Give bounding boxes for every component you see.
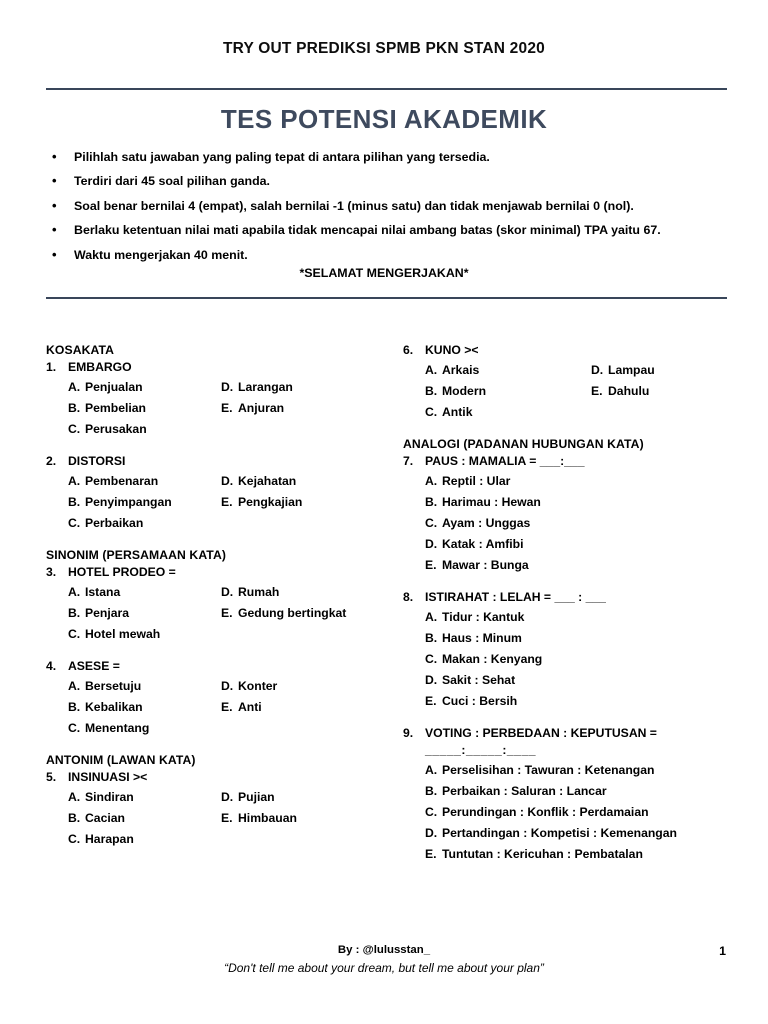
option-letter: C. — [68, 421, 81, 436]
option-letter: A. — [68, 789, 81, 804]
option-c[interactable] — [425, 402, 591, 423]
option-letter: A. — [425, 762, 438, 777]
question-stem — [403, 726, 748, 740]
option-letter: E. — [221, 400, 233, 415]
bullet-icon: • — [52, 173, 57, 189]
option-a[interactable] — [425, 360, 591, 381]
option-b[interactable] — [425, 628, 748, 649]
option-text: Tuntutan : Kericuhan : Pembatalan — [442, 846, 643, 861]
option-e[interactable] — [221, 398, 391, 419]
option-letter: E. — [221, 810, 233, 825]
option-group-right — [221, 676, 391, 739]
question-number: 8. — [403, 589, 414, 604]
option-letter: E. — [221, 605, 233, 620]
option-letter: C. — [425, 515, 438, 530]
option-group-left — [68, 787, 221, 850]
closing-note: *SELAMAT MENGERJAKAN* — [299, 266, 469, 280]
option-grid — [68, 471, 391, 534]
question-column-left — [46, 343, 391, 864]
question-number: 3. — [46, 564, 57, 579]
question-text: VOTING : PERBEDAAN : KEPUTUSAN = — [425, 725, 657, 740]
question-stem — [403, 454, 748, 468]
question-item — [46, 565, 391, 645]
divider-top — [46, 88, 727, 90]
instruction-text: Berlaku ketentuan nilai mati apabila tidak mencapai nilai ambang batas (skor minimal) TPA yaitu 67. — [74, 223, 661, 238]
option-group-left — [68, 471, 221, 534]
question-item — [46, 360, 391, 440]
option-text: Arkais — [442, 363, 480, 377]
question-item — [403, 454, 748, 576]
option-b[interactable] — [68, 808, 221, 829]
answer-blank: ___ : ___ — [554, 589, 606, 604]
option-text: Cacian — [85, 810, 125, 825]
option-group-right — [221, 377, 391, 440]
option-a[interactable] — [68, 582, 221, 603]
option-text: Rumah — [238, 584, 280, 599]
option-b[interactable] — [425, 381, 591, 402]
option-list — [425, 760, 748, 865]
option-group-right — [221, 582, 391, 645]
question-text: DISTORSI — [68, 453, 126, 468]
option-text: Pertandingan : Kompetisi : Kemenangan — [442, 825, 677, 840]
option-text: Penjualan — [85, 380, 143, 394]
option-text: Perbaikan : Saluran : Lancar — [442, 783, 607, 798]
option-d[interactable] — [221, 787, 391, 808]
option-e[interactable] — [425, 844, 748, 865]
option-text: Anjuran — [238, 400, 285, 415]
instruction-item — [46, 199, 736, 214]
option-a[interactable] — [425, 760, 748, 781]
option-text: Lampau — [608, 363, 655, 377]
option-letter: C. — [425, 651, 438, 666]
question-column-right — [403, 343, 748, 879]
option-b[interactable] — [68, 697, 221, 718]
option-a[interactable] — [68, 377, 221, 398]
option-a[interactable] — [68, 471, 221, 492]
option-text: Sakit : Sehat — [442, 672, 516, 687]
instruction-text: Soal benar bernilai 4 (empat), salah bernilai -1 (minus satu) dan tidak menjawab bernilai 0 (nol). — [74, 198, 634, 213]
question-stem — [46, 659, 391, 673]
option-group-right — [591, 360, 748, 423]
question-item — [46, 454, 391, 534]
option-letter: A. — [425, 609, 438, 624]
section-heading: ANTONIM (LAWAN KATA) — [46, 752, 196, 767]
option-text: Perbaikan — [85, 515, 144, 530]
question-stem — [403, 343, 748, 357]
question-item — [46, 770, 391, 850]
bullet-icon: • — [52, 246, 57, 262]
option-text: Katak : Amfibi — [442, 536, 524, 551]
answer-blank-line: _____:_____:____ — [425, 742, 537, 757]
option-letter: D. — [591, 363, 604, 377]
option-letter: C. — [68, 626, 81, 641]
option-b[interactable] — [425, 781, 748, 802]
option-c[interactable] — [68, 513, 221, 534]
instruction-text: Pilihlah satu jawaban yang paling tepat di antara pilihan yang tersedia. — [74, 150, 490, 164]
option-d[interactable] — [221, 582, 391, 603]
option-c[interactable] — [68, 718, 221, 739]
option-letter: B. — [68, 810, 81, 825]
option-text: Perundingan : Konflik : Perdamaian — [442, 804, 649, 819]
option-c[interactable] — [425, 649, 748, 670]
option-c[interactable] — [425, 513, 748, 534]
option-text: Pembelian — [85, 400, 146, 415]
option-grid — [68, 377, 391, 440]
page-title: TES POTENSI AKADEMIK — [220, 104, 548, 134]
option-letter: A. — [68, 678, 81, 693]
option-e[interactable] — [221, 808, 391, 829]
option-letter: E. — [221, 699, 233, 714]
divider-middle — [46, 297, 727, 299]
question-number: 2. — [46, 453, 57, 468]
option-letter: D. — [221, 584, 234, 599]
option-a[interactable] — [425, 607, 748, 628]
option-letter: D. — [221, 380, 234, 394]
option-group-left — [425, 360, 591, 423]
option-text: Cuci : Bersih — [442, 693, 518, 708]
option-d[interactable] — [425, 670, 748, 691]
option-letter: D. — [425, 672, 438, 687]
document-title: TRY OUT PREDIKSI SPMB PKN STAN 2020 — [223, 40, 545, 57]
question-number: 5. — [46, 769, 57, 784]
option-letter: A. — [68, 473, 81, 488]
question-text: EMBARGO — [68, 360, 132, 374]
question-text: KUNO >< — [425, 343, 479, 357]
option-c[interactable] — [425, 802, 748, 823]
question-number: 9. — [403, 725, 414, 740]
question-text: HOTEL PRODEO = — [68, 564, 176, 579]
option-letter: E. — [425, 557, 437, 572]
option-text: Anti — [238, 699, 262, 714]
option-letter: D. — [425, 825, 438, 840]
instruction-item — [46, 150, 736, 165]
option-letter: B. — [425, 783, 438, 798]
option-letter: B. — [425, 494, 438, 509]
option-group-left — [68, 676, 221, 739]
option-letter: E. — [591, 383, 603, 398]
option-letter: E. — [425, 693, 437, 708]
option-d[interactable] — [591, 360, 748, 381]
option-d[interactable] — [425, 823, 748, 844]
option-letter: B. — [68, 605, 81, 620]
instruction-item — [46, 223, 736, 238]
section-heading: KOSAKATA — [46, 343, 115, 357]
option-text: Ayam : Unggas — [442, 515, 531, 530]
option-grid — [68, 787, 391, 850]
option-text: Konter — [238, 678, 278, 693]
option-letter: C. — [68, 831, 81, 846]
option-d[interactable] — [221, 676, 391, 697]
option-letter: B. — [68, 699, 81, 714]
option-c[interactable] — [68, 624, 221, 645]
question-number: 4. — [46, 658, 57, 673]
option-text: Tidur : Kantuk — [442, 609, 525, 624]
option-text: Kejahatan — [238, 473, 297, 488]
option-letter: B. — [68, 400, 81, 415]
bullet-icon: • — [52, 149, 57, 164]
question-stem — [403, 590, 748, 604]
option-e[interactable] — [591, 381, 748, 402]
option-text: Harimau : Hewan — [442, 494, 541, 509]
option-text: Haus : Minum — [442, 630, 522, 645]
option-text: Gedung bertingkat — [238, 605, 347, 620]
option-list — [425, 471, 748, 576]
option-group-left — [68, 582, 221, 645]
option-letter: A. — [425, 363, 438, 377]
option-d[interactable] — [221, 471, 391, 492]
option-group-right — [221, 471, 391, 534]
option-text: Perusakan — [85, 421, 147, 436]
question-stem — [46, 565, 391, 579]
option-e[interactable] — [221, 492, 391, 513]
option-text: Makan : Kenyang — [442, 651, 543, 666]
option-letter: D. — [221, 473, 234, 488]
question-number: 1. — [46, 360, 57, 374]
option-letter: A. — [425, 473, 438, 488]
option-b[interactable] — [68, 492, 221, 513]
option-b[interactable] — [68, 398, 221, 419]
option-text: Himbauan — [238, 810, 297, 825]
option-e[interactable] — [425, 691, 748, 712]
option-letter: D. — [221, 678, 234, 693]
option-e[interactable] — [425, 555, 748, 576]
instruction-list — [46, 150, 736, 272]
bullet-icon: • — [52, 197, 57, 213]
option-text: Reptil : Ular — [442, 473, 511, 488]
section-heading: SINONIM (PERSAMAAN KATA) — [46, 547, 227, 562]
instruction-item — [46, 174, 736, 189]
question-stem — [46, 454, 391, 468]
option-letter: E. — [221, 494, 233, 509]
option-c[interactable] — [68, 419, 221, 440]
option-text: Perselisihan : Tawuran : Ketenangan — [442, 762, 655, 777]
option-letter: C. — [68, 720, 81, 735]
option-text: Penyimpangan — [85, 494, 172, 509]
question-item — [403, 590, 748, 712]
option-letter: A. — [68, 380, 81, 394]
instruction-text: Terdiri dari 45 soal pilihan ganda. — [74, 174, 271, 189]
option-letter: C. — [68, 515, 81, 530]
option-letter: C. — [425, 404, 438, 419]
option-text: Hotel mewah — [85, 626, 161, 641]
question-item — [46, 659, 391, 739]
option-d[interactable] — [221, 377, 391, 398]
question-text: INSINUASI >< — [68, 769, 148, 784]
option-text: Penjara — [85, 605, 130, 620]
option-letter: D. — [425, 536, 438, 551]
page-number: 1 — [719, 944, 726, 958]
instruction-item — [46, 248, 736, 263]
option-a[interactable] — [68, 787, 221, 808]
option-letter: E. — [425, 846, 437, 861]
option-text: Larangan — [238, 380, 293, 394]
option-list — [425, 607, 748, 712]
option-group-right — [221, 787, 391, 850]
option-letter: D. — [221, 789, 234, 804]
question-text: ASESE = — [68, 658, 120, 673]
question-item — [403, 343, 748, 423]
option-b[interactable] — [425, 492, 748, 513]
option-group-left — [68, 377, 221, 440]
option-text: Pengkajian — [238, 494, 303, 509]
option-grid — [68, 582, 391, 645]
option-letter: C. — [425, 804, 438, 819]
option-text: Sindiran — [85, 789, 134, 804]
option-a[interactable] — [425, 471, 748, 492]
bullet-icon: • — [52, 222, 57, 238]
question-number: 7. — [403, 453, 414, 468]
option-text: Antik — [442, 404, 473, 419]
option-text: Modern — [442, 383, 487, 398]
option-e[interactable] — [221, 697, 391, 718]
question-stem — [46, 360, 391, 374]
footer-author: By : @lulusstan_ — [337, 944, 431, 956]
question-stem — [46, 770, 391, 784]
option-text: Kebalikan — [85, 699, 143, 714]
option-letter: B. — [425, 383, 438, 398]
option-grid — [68, 676, 391, 739]
option-c[interactable] — [68, 829, 221, 850]
option-text: Bersetuju — [85, 678, 142, 693]
option-letter: B. — [425, 630, 438, 645]
option-letter: B. — [68, 494, 81, 509]
question-text: PAUS : MAMALIA = ___:___ — [425, 453, 585, 468]
footer-quote: “Don't tell me about your dream, but tell me about your plan” — [224, 961, 544, 975]
option-text: Mawar : Bunga — [442, 557, 529, 572]
option-text: Istana — [85, 584, 121, 599]
option-e[interactable] — [221, 603, 391, 624]
instruction-text: Waktu mengerjakan 40 menit. — [74, 247, 248, 262]
answer-blank: ___:___ — [539, 453, 585, 468]
option-text: Pujian — [238, 789, 275, 804]
option-a[interactable] — [68, 676, 221, 697]
option-d[interactable] — [425, 534, 748, 555]
option-text: Pembenaran — [85, 473, 159, 488]
question-number: 6. — [403, 343, 414, 357]
question-item — [403, 726, 748, 865]
option-text: Dahulu — [608, 383, 650, 398]
question-text: ISTIRAHAT : LELAH = ___ : ___ — [425, 589, 606, 604]
option-grid — [425, 360, 748, 423]
option-b[interactable] — [68, 603, 221, 624]
section-heading: ANALOGI (PADANAN HUBUNGAN KATA) — [403, 436, 644, 451]
option-text: Menentang — [85, 720, 150, 735]
option-text: Harapan — [85, 831, 134, 846]
option-letter: A. — [68, 584, 81, 599]
